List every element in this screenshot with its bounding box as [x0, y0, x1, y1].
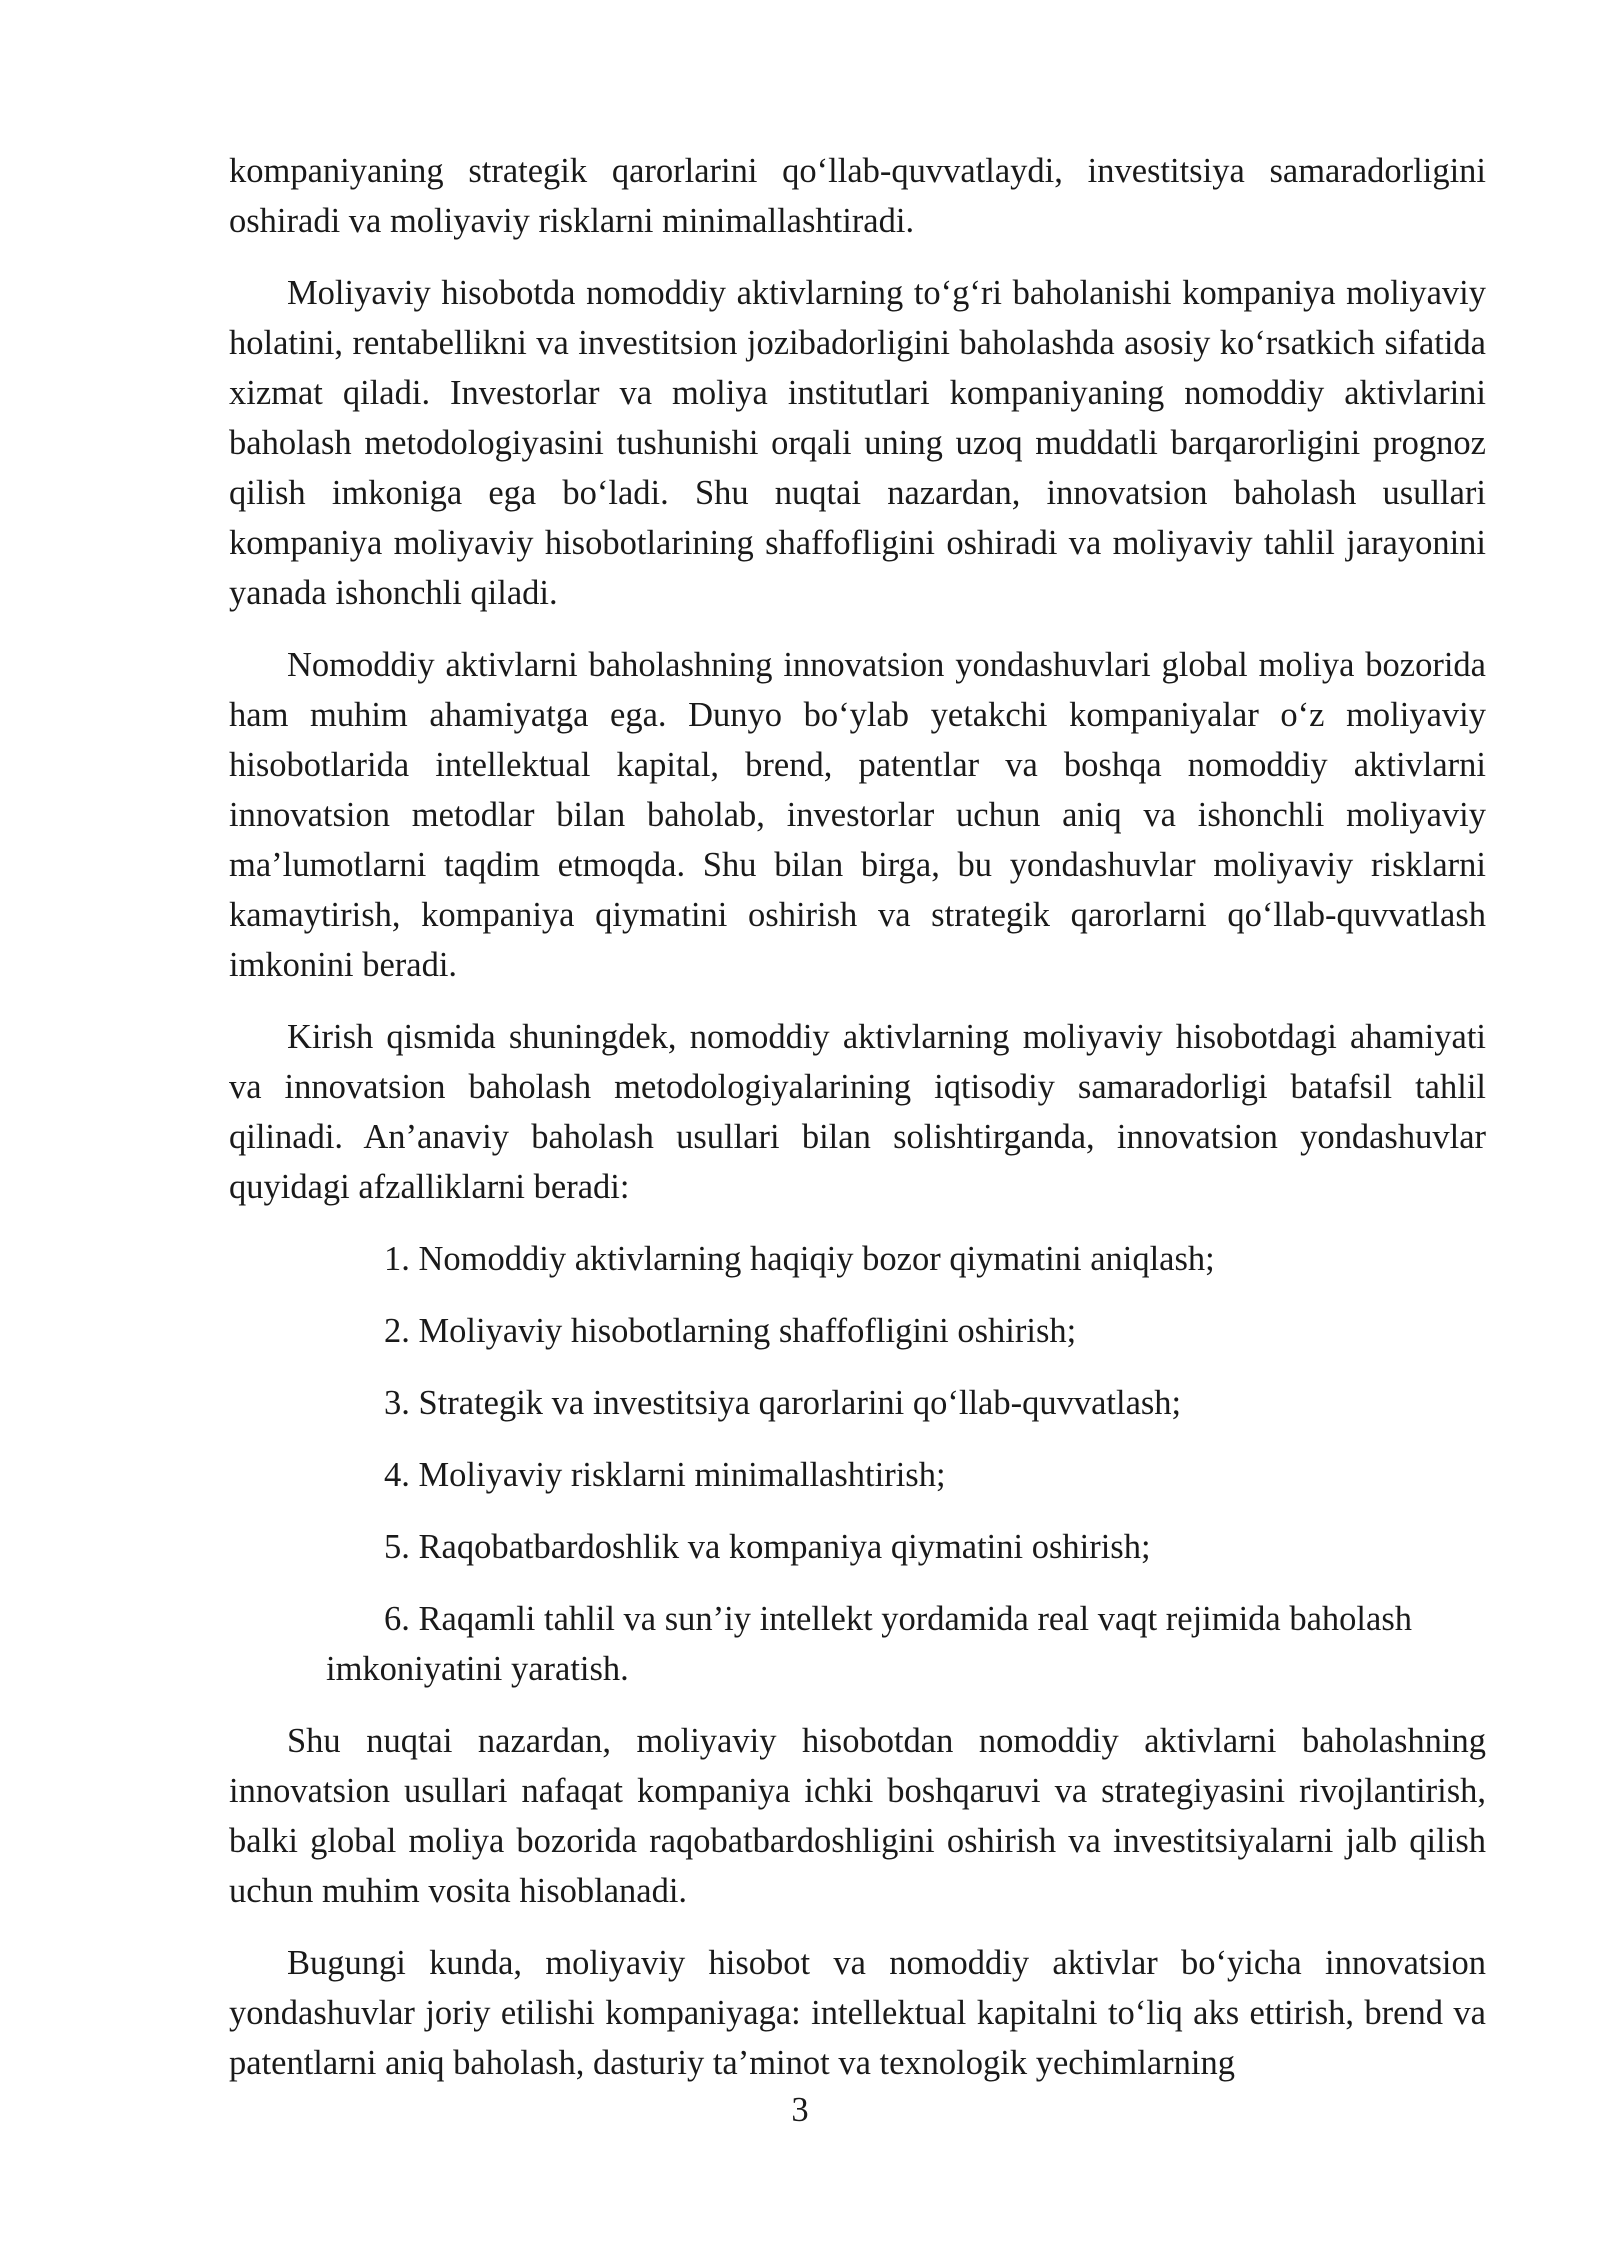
- document-page: [229, 146, 1486, 2110]
- paragraph-today: Bugungi kunda, moliyaviy hisobot va nomoddiy aktivlar bo‘yicha innovatsion yondashuvlar joriy etilishi kompaniyaga: intellektual kapitalni to‘liq aks ettirish, brend va patentlarni aniq baholash, dasturiy ta’minot va texnologik yechimlarning: [229, 1944, 1486, 2082]
- advantages-list: [229, 1234, 1486, 1694]
- list-item: 4. Moliyaviy risklarni minimallashtirish;: [384, 1456, 946, 1494]
- list-item: 3. Strategik va investitsiya qarorlarini qo‘llab-quvvatlash;: [384, 1384, 1182, 1422]
- paragraph-introduction: Kirish qismida shuningdek, nomoddiy aktivlarning moliyaviy hisobotdagi ahamiyati va innovatsion baholash metodologiyalarining iqtisodiy samaradorligi batafsil tahlil qilinadi. An’anaviy baholash usullari bilan solishtirganda, innovatsion yondashuvlar quyidagi afzalliklarni beradi:: [229, 1018, 1486, 1206]
- paragraph-global-market: Nomoddiy aktivlarni baholashning innovatsion yondashuvlari global moliya bozorida ham muhim ahamiyatga ega. Dunyo bo‘ylab yetakchi kompaniyalar o‘z moliyaviy hisobotlarida intellektual kapital, brend, patentlar va boshqa nomoddiy aktivlarni innovatsion metodlar bilan baholab, investorlar uchun aniq va ishonchli moliyaviy ma’lumotlarni taqdim etmoqda. Shu bilan birga, bu yondashuvlar moliyaviy risklarni kamaytirish, kompaniya qiymatini oshirish va strategik qarorlarni qo‘llab-quvvatlash imkonini beradi.: [229, 646, 1486, 984]
- list-item: 1. Nomoddiy aktivlarning haqiqiy bozor qiymatini aniqlash;: [384, 1240, 1215, 1278]
- list-item: 2. Moliyaviy hisobotlarning shaffofligini oshirish;: [384, 1312, 1077, 1350]
- paragraph-financial-reporting: Moliyaviy hisobotda nomoddiy aktivlarning to‘g‘ri baholanishi kompaniya moliyaviy holatini, rentabellikni va investitsion jozibadorligini baholashda asosiy ko‘rsatkich sifatida xizmat qiladi. Investorlar va moliya institutlari kompaniyaning nomoddiy aktivlarini baholash metodologiyasini tushunishi orqali uning uzoq muddatli barqarorligini prognoz qilish imkoniga ega bo‘ladi. Shu nuqtai nazardan, innovatsion baholash usullari kompaniya moliyaviy hisobotlarining shaffofligini oshiradi va moliyaviy tahlil jarayonini yanada ishonchli qiladi.: [229, 274, 1486, 612]
- paragraph-continuation: kompaniyaning strategik qarorlarini qo‘llab-quvvatlaydi, investitsiya samaradorligini oshiradi va moliyaviy risklarni minimallashtiradi.: [229, 152, 1486, 240]
- list-item: 6. Raqamli tahlil va sun’iy intellekt yordamida real vaqt rejimida baholash imkoniyatini yaratish.: [326, 1600, 1413, 1688]
- paragraph-conclusion: Shu nuqtai nazardan, moliyaviy hisobotdan nomoddiy aktivlarni baholashning innovatsion usullari nafaqat kompaniya ichki boshqaruvi va strategiyasini rivojlantirish, balki global moliya bozorida raqobatbardoshligini oshirish va investitsiyalarni jalb qilish uchun muhim vosita hisoblanadi.: [229, 1722, 1486, 1910]
- list-item: 5. Raqobatbardoshlik va kompaniya qiymatini oshirish;: [384, 1528, 1151, 1566]
- page-number: 3: [791, 2091, 809, 2129]
